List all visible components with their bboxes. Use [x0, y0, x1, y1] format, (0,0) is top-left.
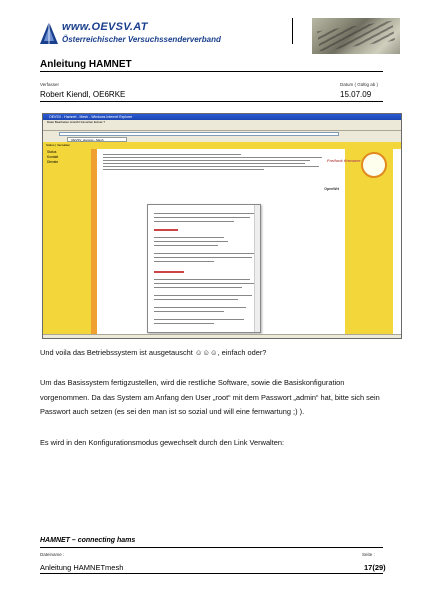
author-label: Verfasser — [40, 82, 60, 87]
document-header — [40, 18, 386, 62]
footer-rule — [40, 547, 383, 548]
date-label: Datum ( Gültig ab ) — [340, 82, 379, 87]
browser-tab: OEVSV_Hamnet - Mesh — [67, 137, 127, 142]
footer-title: HAMNET – connecting hams — [40, 537, 136, 544]
page-sidebar — [43, 149, 91, 334]
sidebar-accent — [91, 149, 97, 334]
header-photo — [312, 18, 400, 54]
paragraph-3: Es wird in den Konfigurationsmodus gewechselt durch den Link Verwalten: — [40, 438, 285, 447]
paragraph-2-line-2: vorgenommen. Da das System am Anfang den User „root“ mit dem Passwort „admin“ hat, bitte sich sein — [40, 392, 380, 402]
browser-menu-bar: Datei Bearbeiten Ansicht Favoriten Extras ? — [43, 120, 401, 125]
org-url: www.OEVSV.AT — [62, 21, 148, 33]
page-number: 17(29) — [364, 563, 386, 572]
page-label: Seite : — [362, 552, 375, 557]
page-intro-text — [103, 152, 333, 192]
browser-status-bar — [43, 334, 401, 339]
dialog-scrollbar — [254, 205, 260, 332]
info-dialog — [147, 204, 261, 333]
paragraph-1: Und voila das Betriebssystem ist ausgetauscht ☺☺☺, einfach oder? — [40, 348, 267, 357]
badge-label: Freifunk firmware — [327, 158, 361, 163]
footer-bottom-rule — [40, 573, 383, 574]
date-value: 15.07.09 — [340, 90, 372, 99]
title-rule — [40, 71, 383, 72]
sidebar-item-kontakt: Kontakt — [47, 155, 59, 159]
paragraph-2 — [40, 376, 390, 420]
document-title: Anleitung HAMNET — [40, 59, 132, 70]
paragraph-2-line-3: Passwort auch setzen (es sei den man ist so sozial und will eine fernwartung ;) ). — [40, 407, 305, 416]
org-name: Österreichischer Versuchssenderverband — [62, 35, 221, 44]
router-web-page — [43, 142, 401, 334]
oevsv-logo-icon — [40, 22, 58, 44]
address-input — [59, 132, 339, 136]
browser-title-bar: OEVSV - Hamnet - Mesh - Windows Internet Explorer — [43, 114, 401, 120]
badge-arrow-icon — [361, 152, 387, 178]
openwrt-logo: OpenWrt — [324, 187, 339, 191]
sidebar-item-status: Status — [47, 150, 57, 154]
browser-screenshot — [42, 113, 402, 339]
file-name: Anleitung HAMNETmesh — [40, 563, 124, 572]
freifunk-badge — [327, 152, 387, 180]
header-divider — [292, 18, 293, 44]
paragraph-2-line-1: Um das Basissystem fertigzustellen, wird die restliche Software, sowie die Basiskonfiguration — [40, 378, 345, 387]
sidebar-item-dienste: Dienste — [47, 160, 59, 164]
file-label: Dateiname : — [40, 552, 65, 557]
page-nav-bar: Status | Verwalten — [43, 142, 401, 149]
author-value: Robert Kiendl, OE6RKE — [40, 90, 126, 99]
meta-rule — [40, 101, 383, 102]
